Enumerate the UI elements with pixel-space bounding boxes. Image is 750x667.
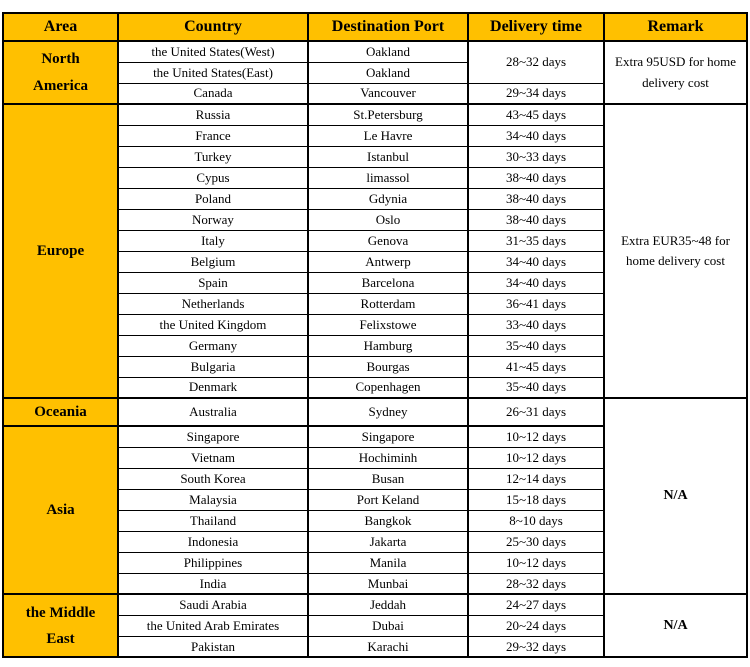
delivery-time-cell: 12~14 days — [468, 468, 604, 489]
country-cell: Spain — [118, 272, 308, 293]
destination-port-cell: Oslo — [308, 209, 468, 230]
country-cell: the United Arab Emirates — [118, 615, 308, 636]
country-cell: Australia — [118, 398, 308, 426]
table-row — [3, 398, 747, 426]
table-body — [3, 41, 747, 657]
destination-port-cell: Felixstowe — [308, 314, 468, 335]
area-cell: Asia — [3, 426, 118, 594]
country-cell: Norway — [118, 209, 308, 230]
destination-port-cell: limassol — [308, 167, 468, 188]
delivery-time-cell: 41~45 days — [468, 356, 604, 377]
country-cell: Cypus — [118, 167, 308, 188]
area-cell: North America — [3, 41, 118, 104]
destination-port-cell: Dubai — [308, 615, 468, 636]
destination-port-cell: Rotterdam — [308, 293, 468, 314]
col-header-remark: Remark — [604, 13, 747, 41]
country-cell: Singapore — [118, 426, 308, 447]
destination-port-cell: Istanbul — [308, 146, 468, 167]
country-cell: Turkey — [118, 146, 308, 167]
country-cell: Canada — [118, 83, 308, 104]
destination-port-cell: Bangkok — [308, 510, 468, 531]
country-cell: Russia — [118, 104, 308, 125]
table-row — [3, 41, 747, 62]
delivery-time-cell: 38~40 days — [468, 209, 604, 230]
country-cell: Pakistan — [118, 636, 308, 657]
destination-port-cell: Munbai — [308, 573, 468, 594]
country-cell: Vietnam — [118, 447, 308, 468]
remark-cell: N/A — [604, 594, 747, 657]
area-cell: Oceania — [3, 398, 118, 426]
country-cell: the United States(East) — [118, 62, 308, 83]
delivery-time-cell: 24~27 days — [468, 594, 604, 615]
country-cell: Poland — [118, 188, 308, 209]
header-row — [3, 13, 747, 41]
delivery-time-cell: 31~35 days — [468, 230, 604, 251]
country-cell: Bulgaria — [118, 356, 308, 377]
destination-port-cell: Bourgas — [308, 356, 468, 377]
country-cell: Italy — [118, 230, 308, 251]
delivery-time-cell: 10~12 days — [468, 552, 604, 573]
delivery-time-cell: 30~33 days — [468, 146, 604, 167]
destination-port-cell: Genova — [308, 230, 468, 251]
country-cell: Saudi Arabia — [118, 594, 308, 615]
destination-port-cell: Oakland — [308, 62, 468, 83]
delivery-time-cell: 28~32 days — [468, 41, 604, 83]
country-cell: Indonesia — [118, 531, 308, 552]
col-header-country: Country — [118, 13, 308, 41]
country-cell: Thailand — [118, 510, 308, 531]
country-cell: India — [118, 573, 308, 594]
delivery-time-cell: 36~41 days — [468, 293, 604, 314]
delivery-time-cell: 10~12 days — [468, 426, 604, 447]
country-cell: Netherlands — [118, 293, 308, 314]
destination-port-cell: Jakarta — [308, 531, 468, 552]
destination-port-cell: Karachi — [308, 636, 468, 657]
delivery-time-cell: 20~24 days — [468, 615, 604, 636]
destination-port-cell: Port Keland — [308, 489, 468, 510]
delivery-time-cell: 29~34 days — [468, 83, 604, 104]
destination-port-cell: Copenhagen — [308, 377, 468, 398]
country-cell: the United States(West) — [118, 41, 308, 62]
remark-cell: Extra 95USD for home delivery cost — [604, 41, 747, 104]
delivery-time-cell: 33~40 days — [468, 314, 604, 335]
delivery-time-cell: 29~32 days — [468, 636, 604, 657]
delivery-time-cell: 38~40 days — [468, 167, 604, 188]
delivery-time-cell: 34~40 days — [468, 272, 604, 293]
table-row — [3, 104, 747, 125]
destination-port-cell: Sydney — [308, 398, 468, 426]
destination-port-cell: Gdynia — [308, 188, 468, 209]
destination-port-cell: Singapore — [308, 426, 468, 447]
table-row — [3, 594, 747, 615]
delivery-time-cell: 43~45 days — [468, 104, 604, 125]
delivery-time-cell: 38~40 days — [468, 188, 604, 209]
destination-port-cell: Hamburg — [308, 335, 468, 356]
remark-cell: N/A — [604, 398, 747, 594]
destination-port-cell: Jeddah — [308, 594, 468, 615]
col-header-area: Area — [3, 13, 118, 41]
destination-port-cell: Antwerp — [308, 251, 468, 272]
remark-cell: Extra EUR35~48 for home delivery cost — [604, 104, 747, 398]
delivery-time-cell: 34~40 days — [468, 251, 604, 272]
delivery-time-cell: 34~40 days — [468, 125, 604, 146]
country-cell: Denmark — [118, 377, 308, 398]
delivery-time-cell: 15~18 days — [468, 489, 604, 510]
area-cell: the Middle East — [3, 594, 118, 657]
col-header-delivery-time: Delivery time — [468, 13, 604, 41]
col-header-destination-port: Destination Port — [308, 13, 468, 41]
destination-port-cell: Hochiminh — [308, 447, 468, 468]
delivery-time-cell: 25~30 days — [468, 531, 604, 552]
country-cell: South Korea — [118, 468, 308, 489]
destination-port-cell: Manila — [308, 552, 468, 573]
delivery-time-table — [2, 12, 748, 658]
destination-port-cell: Le Havre — [308, 125, 468, 146]
destination-port-cell: Busan — [308, 468, 468, 489]
destination-port-cell: Vancouver — [308, 83, 468, 104]
delivery-time-cell: 28~32 days — [468, 573, 604, 594]
delivery-time-cell: 35~40 days — [468, 335, 604, 356]
country-cell: France — [118, 125, 308, 146]
country-cell: Malaysia — [118, 489, 308, 510]
country-cell: the United Kingdom — [118, 314, 308, 335]
area-cell: Europe — [3, 104, 118, 398]
destination-port-cell: Barcelona — [308, 272, 468, 293]
country-cell: Philippines — [118, 552, 308, 573]
delivery-time-cell: 35~40 days — [468, 377, 604, 398]
destination-port-cell: Oakland — [308, 41, 468, 62]
country-cell: Belgium — [118, 251, 308, 272]
destination-port-cell: St.Petersburg — [308, 104, 468, 125]
delivery-time-cell: 26~31 days — [468, 398, 604, 426]
country-cell: Germany — [118, 335, 308, 356]
delivery-time-cell: 10~12 days — [468, 447, 604, 468]
delivery-time-cell: 8~10 days — [468, 510, 604, 531]
